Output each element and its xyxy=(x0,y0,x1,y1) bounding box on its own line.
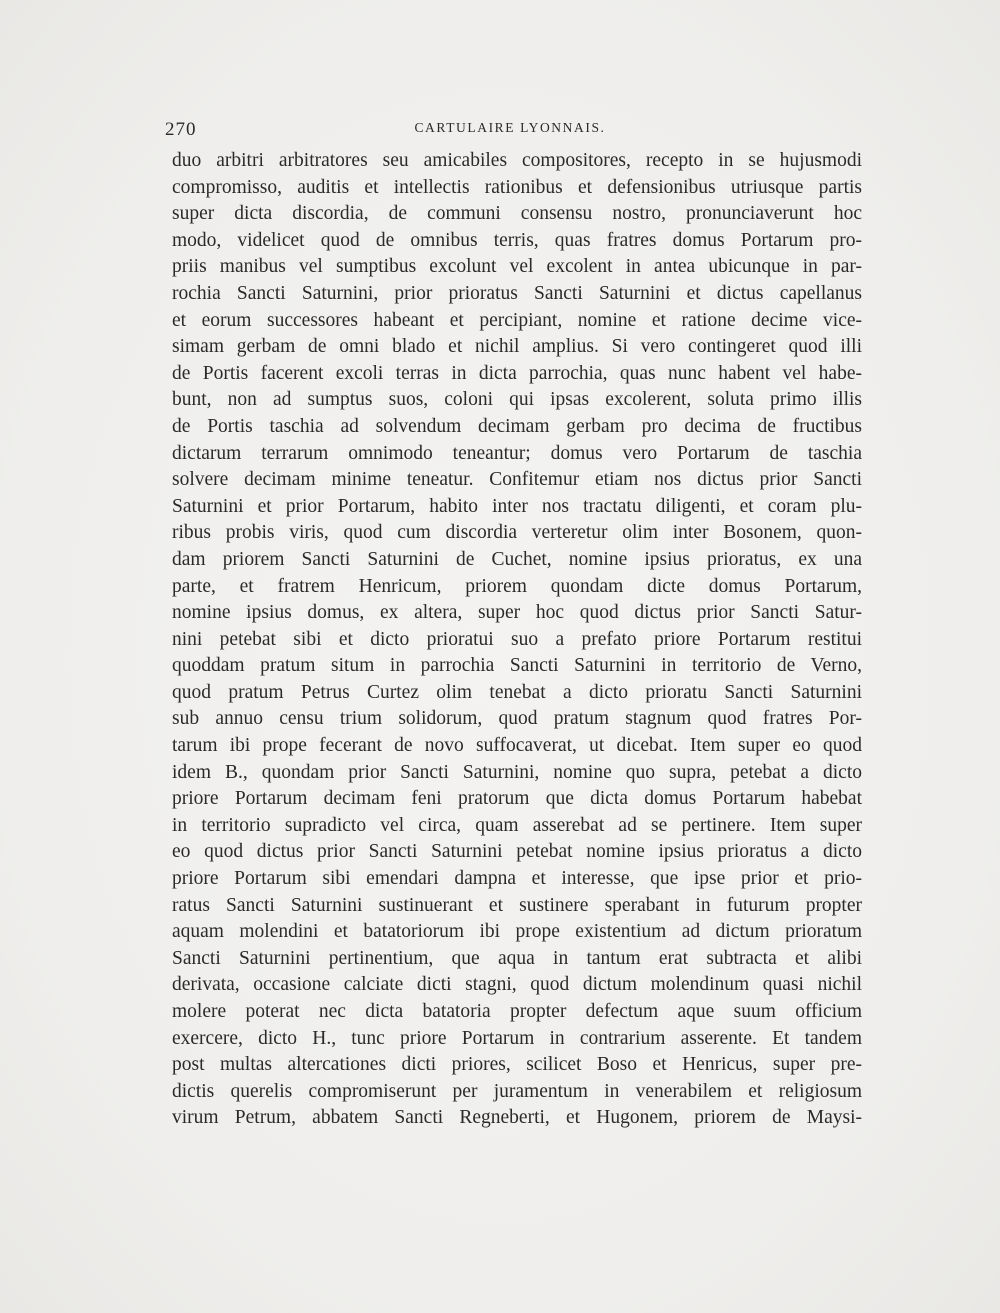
text-line: exercere, dicto H., tunc priore Portarum in contrarium asserente. Et tandem xyxy=(172,1027,862,1049)
text-line: quod pratum Petrus Curtez olim tenebat a dicto prioratu Sancti Saturnini xyxy=(172,681,862,703)
text-line: bunt, non ad sumptus suos, coloni qui ipsas excolerent, soluta primo illis xyxy=(172,389,862,411)
text-line: ratus Sancti Saturnini sustinuerant et sustinere sperabant in futurum propter xyxy=(172,894,862,916)
text-line: Sancti Saturnini pertinentium, que aqua in tantum erat subtracta et alibi xyxy=(172,947,862,969)
text-line: simam gerbam de omni blado et nichil amplius. Si vero contingeret quod illi xyxy=(172,336,862,358)
body-text xyxy=(172,148,862,1132)
text-line: priore Portarum decimam feni pratorum que dicta domus Portarum habebat xyxy=(172,788,862,810)
text-line: Saturnini et prior Portarum, habito inter nos tractatu diligenti, et coram plu- xyxy=(172,495,862,517)
text-line: dictis querelis compromiserunt per juramentum in venerabilem et religiosum xyxy=(172,1080,862,1102)
text-line: virum Petrum, abbatem Sancti Regneberti, et Hugonem, priorem de Maysi- xyxy=(172,1107,862,1129)
text-line: idem B., quondam prior Sancti Saturnini, nomine quo supra, petebat a dicto xyxy=(172,761,862,783)
text-line: de Portis facerent excoli terras in dicta parrochia, quas nunc habent vel habe- xyxy=(172,362,862,384)
running-title: CARTULAIRE LYONNAIS. xyxy=(414,120,606,135)
text-line: quoddam pratum situm in parrochia Sancti Saturnini in territorio de Verno, xyxy=(172,655,862,677)
text-line: parte, et fratrem Henricum, priorem quondam dicte domus Portarum, xyxy=(172,575,862,597)
text-line: duo arbitri arbitratores seu amicabiles compositores, recepto in se hujusmodi xyxy=(172,150,862,171)
text-line: sub annuo censu trium solidorum, quod pratum stagnum quod fratres Por- xyxy=(172,708,862,730)
text-line: post multas altercationes dicti priores, scilicet Boso et Henricus, super pre- xyxy=(172,1054,862,1076)
text-line: in territorio supradicto vel circa, quam asserebat ad se pertinere. Item super xyxy=(172,814,862,836)
running-head xyxy=(165,119,855,143)
text-line: et eorum successores habeant et percipiant, nomine et ratione decime vice- xyxy=(172,309,862,331)
text-line: priore Portarum sibi emendari dampna et interesse, que ipse prior et prio- xyxy=(172,868,862,890)
text-line: nini petebat sibi et dicto prioratui suo a prefato priore Portarum restitui xyxy=(172,628,862,650)
text-line: derivata, occasione calciate dicti stagni, quod dictum molendinum quasi nichil xyxy=(172,974,862,996)
text-line: dictarum terrarum omnimodo teneantur; domus vero Portarum de taschia xyxy=(172,442,862,464)
text-line: eo quod dictus prior Sancti Saturnini petebat nomine ipsius prioratus a dicto xyxy=(172,841,862,863)
text-line: modo, videlicet quod de omnibus terris, quas fratres domus Portarum pro- xyxy=(172,229,862,251)
text-line: compromisso, auditis et intellectis rationibus et defensionibus utriusque partis xyxy=(172,176,862,198)
text-line: super dicta discordia, de communi consensu nostro, pronunciaverunt hoc xyxy=(172,203,862,225)
text-line: priis manibus vel sumptibus excolunt vel excolent in antea ubicunque in par- xyxy=(172,256,862,278)
text-line: ribus probis viris, quod cum discordia verteretur olim inter Bosonem, quon- xyxy=(172,522,862,544)
text-line: rochia Sancti Saturnini, prior prioratus Sancti Saturnini et dictus capellanus xyxy=(172,282,862,304)
text-line: aquam molendini et batatoriorum ibi prope existentium ad dictum prioratum xyxy=(172,921,862,943)
text-line: molere poterat nec dicta batatoria propter defectum aque suum officium xyxy=(172,1001,862,1022)
text-line: nomine ipsius domus, ex altera, super hoc quod dictus prior Sancti Satur- xyxy=(172,602,862,624)
text-line: de Portis taschia ad solvendum decimam gerbam pro decima de fructibus xyxy=(172,415,862,437)
text-line: tarum ibi prope fecerant de novo suffocaverat, ut dicebat. Item super eo quod xyxy=(172,735,862,757)
text-line: solvere decimam minime teneatur. Confitemur etiam nos dictus prior Sancti xyxy=(172,469,862,491)
page-number: 270 xyxy=(165,119,197,140)
text-line: dam priorem Sancti Saturnini de Cuchet, nomine ipsius prioratus, ex una xyxy=(172,548,862,570)
